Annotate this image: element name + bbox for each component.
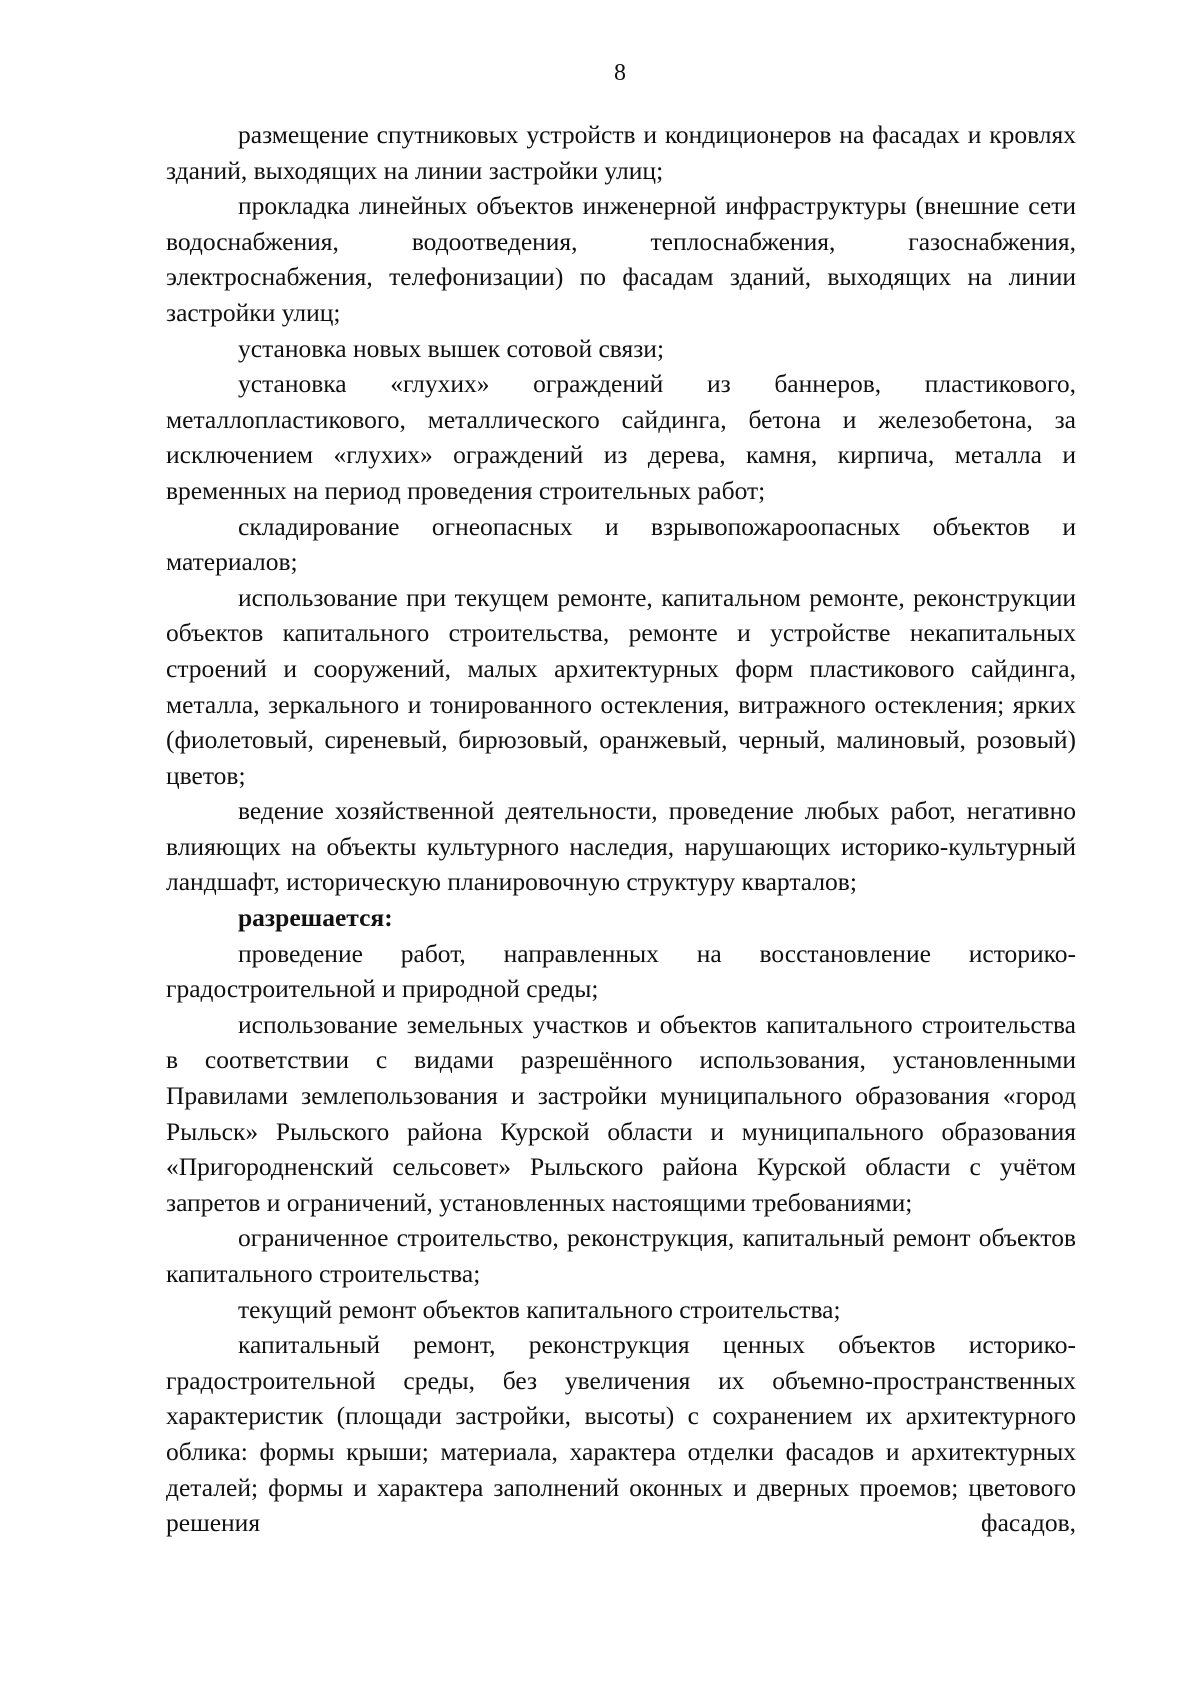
paragraph-economic-activity: ведение хозяйственной деятельности, проведение любых работ, негативно влияющих на объекты культурного наследия, нарушающих историко-культурный ландшафт, историческую планировочную структуру кварталов; bbox=[166, 796, 1076, 897]
paragraph-current-repair: текущий ремонт объектов капитального строительства; bbox=[238, 1294, 841, 1324]
paragraph-land-use: использование земельных участков и объектов капитального строительства в соответствии с видами разрешённого использования, установленными Правилами землепользования и застройки муниципального образования «город Рыльск» Рыльского района Курской области и муниципального образования «Пригородненский сельсовет» Рыльского района Курской области с учётом запретов и ограничений, установленных настоящими требованиями; bbox=[166, 1009, 1076, 1217]
paragraph-hazardous-storage: складирование огнеопасных и взрывопожароопасных объектов и материалов; bbox=[166, 511, 1076, 577]
paragraph-satellite-devices: размещение спутниковых устройств и кондиционеров на фасадах и кровлях зданий, выходящих на линии застройки улиц; bbox=[166, 120, 1076, 185]
document-body bbox=[166, 117, 1076, 1541]
page-number: 8 bbox=[614, 60, 626, 86]
paragraph-limited-construction: ограниченное строительство, реконструкция, капитальный ремонт объектов капитального строительства; bbox=[166, 1223, 1076, 1288]
section-heading-permitted: разрешается: bbox=[238, 903, 393, 933]
paragraph-solid-fences: установка «глухих» ограждений из баннеров, пластикового, металлопластикового, металлического сайдинга, бетона и железобетона, за исключением «глухих» ограждений из дерева, камня, кирпича, металла и временных на период проведения строительных работ; bbox=[166, 369, 1076, 505]
paragraph-restoration-works: проведение работ, направленных на восстановление историко-градостроительной и природной среды; bbox=[166, 938, 1076, 1004]
paragraph-utility-lines: прокладка линейных объектов инженерной инфраструктуры (внешние сети водоснабжения, водоотведения, теплоснабжения, газоснабжения, электроснабжения, телефонизации) по фасадам зданий, выходящих на линии застройки улиц; bbox=[166, 191, 1076, 327]
paragraph-cell-towers: установка новых вышек сотовой связи; bbox=[238, 333, 665, 363]
paragraph-materials-colors: использование при текущем ремонте, капитальном ремонте, реконструкции объектов капитального строительства, ремонте и устройстве некапитальных строений и сооружений, малых архитектурных форм пластикового сайдинга, металла, зеркального и тонированного остекления, витражного остекления; ярких (фиолетовый, сиреневый, бирюзовый, оранжевый, черный, малиновый, розовый) цветов; bbox=[166, 582, 1076, 790]
paragraph-valuable-objects: капитальный ремонт, реконструкция ценных объектов историко-градостроительной среды, без увеличения их объемно-пространственных характеристик (площади застройки, высоты) с сохранением их архитектурного облика: формы крыши; материала, характера отделки фасадов и архитектурных деталей; формы и характера заполнений оконных и дверных проемов; цветового решения фасадов, bbox=[166, 1330, 1076, 1538]
